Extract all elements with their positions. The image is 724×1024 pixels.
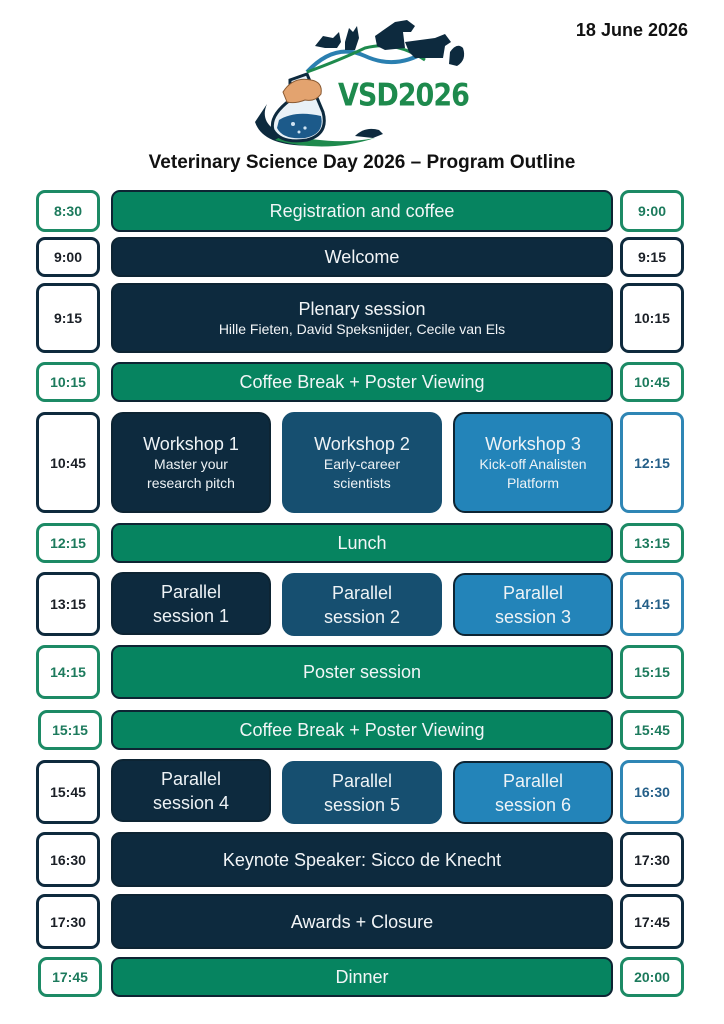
session-title: Parallel session 3	[494, 582, 572, 627]
parallel-session-4	[111, 759, 271, 822]
schedule-row	[0, 832, 724, 887]
session-title: Parallel session 1	[152, 581, 230, 626]
schedule-row	[0, 283, 724, 353]
session-title: Poster session	[302, 662, 422, 682]
end-time: 15:15	[620, 645, 684, 699]
end-time: 17:30	[620, 832, 684, 887]
start-time: 10:45	[36, 412, 100, 513]
workshop-2	[282, 412, 442, 513]
session-bar	[111, 957, 613, 997]
session-title: Dinner	[335, 967, 389, 987]
page-title: Veterinary Science Day 2026 – Program Outline	[148, 152, 576, 173]
session-bar	[111, 237, 613, 277]
session-speakers: Hille Fieten, David Speksnijder, Cecile van Els	[218, 321, 506, 337]
session-subtitle: Early-career scientists	[323, 455, 401, 491]
session-bar	[111, 645, 613, 699]
session-bar	[111, 523, 613, 563]
session-title: Keynote Speaker: Sicco de Knecht	[222, 849, 502, 870]
logo-text: VSD2026	[338, 77, 469, 114]
end-time: 14:15	[620, 572, 684, 636]
parallel-session-6	[453, 761, 613, 824]
session-title: Welcome	[324, 247, 400, 267]
start-time: 15:15	[38, 710, 102, 750]
session-bar	[111, 894, 613, 949]
end-time: 16:30	[620, 760, 684, 824]
session-title: Workshop 1	[143, 433, 239, 454]
session-title: Plenary session	[298, 299, 426, 319]
schedule-row	[0, 894, 724, 949]
session-bar	[111, 283, 613, 353]
session-title: Registration and coffee	[269, 201, 455, 221]
session-title: Parallel session 5	[323, 770, 401, 815]
schedule-row	[0, 412, 724, 513]
end-time: 9:15	[620, 237, 684, 277]
session-title: Coffee Break + Poster Viewing	[239, 720, 485, 740]
start-time: 13:15	[36, 572, 100, 636]
schedule-row	[0, 645, 724, 699]
session-title: Parallel session 6	[494, 770, 572, 815]
parallel-session-3	[453, 573, 613, 636]
schedule-row	[0, 362, 724, 402]
workshop-3	[453, 412, 613, 513]
parallel-session-2	[282, 573, 442, 636]
session-bar	[111, 190, 613, 232]
session-title: Coffee Break + Poster Viewing	[239, 372, 485, 392]
schedule-row	[0, 190, 724, 232]
start-time: 8:30	[36, 190, 100, 232]
session-title: Workshop 3	[485, 433, 581, 454]
start-time: 9:15	[36, 283, 100, 353]
end-time: 17:45	[620, 894, 684, 949]
end-time: 20:00	[620, 957, 684, 997]
start-time: 14:15	[36, 645, 100, 699]
end-time: 15:45	[620, 710, 684, 750]
parallel-session-1	[111, 572, 271, 635]
session-bar	[111, 710, 613, 750]
start-time: 17:30	[36, 894, 100, 949]
session-title: Parallel session 4	[152, 768, 230, 813]
session-title: Lunch	[337, 533, 387, 553]
start-time: 15:45	[36, 760, 100, 824]
start-time: 16:30	[36, 832, 100, 887]
session-title: Parallel session 2	[323, 582, 401, 627]
session-subtitle: Kick-off Analisten Platform	[479, 455, 587, 491]
end-time: 10:45	[620, 362, 684, 402]
session-subtitle: Master your research pitch	[147, 455, 235, 491]
end-time: 12:15	[620, 412, 684, 513]
start-time: 17:45	[38, 957, 102, 997]
schedule-row	[0, 710, 724, 750]
parallel-session-5	[282, 761, 442, 824]
schedule-row	[0, 237, 724, 277]
end-time: 9:00	[620, 190, 684, 232]
schedule-row	[0, 760, 724, 824]
session-bar	[111, 362, 613, 402]
workshop-1	[111, 412, 271, 513]
start-time: 9:00	[36, 237, 100, 277]
schedule-row	[0, 523, 724, 563]
schedule-row	[0, 572, 724, 636]
session-bar	[111, 832, 613, 887]
event-date: 18 June 2026	[575, 20, 688, 40]
start-time: 12:15	[36, 523, 100, 563]
schedule-row	[0, 957, 724, 997]
end-time: 13:15	[620, 523, 684, 563]
start-time: 10:15	[36, 362, 100, 402]
session-title: Workshop 2	[314, 433, 410, 454]
end-time: 10:15	[620, 283, 684, 353]
session-title: Awards + Closure	[290, 911, 434, 932]
